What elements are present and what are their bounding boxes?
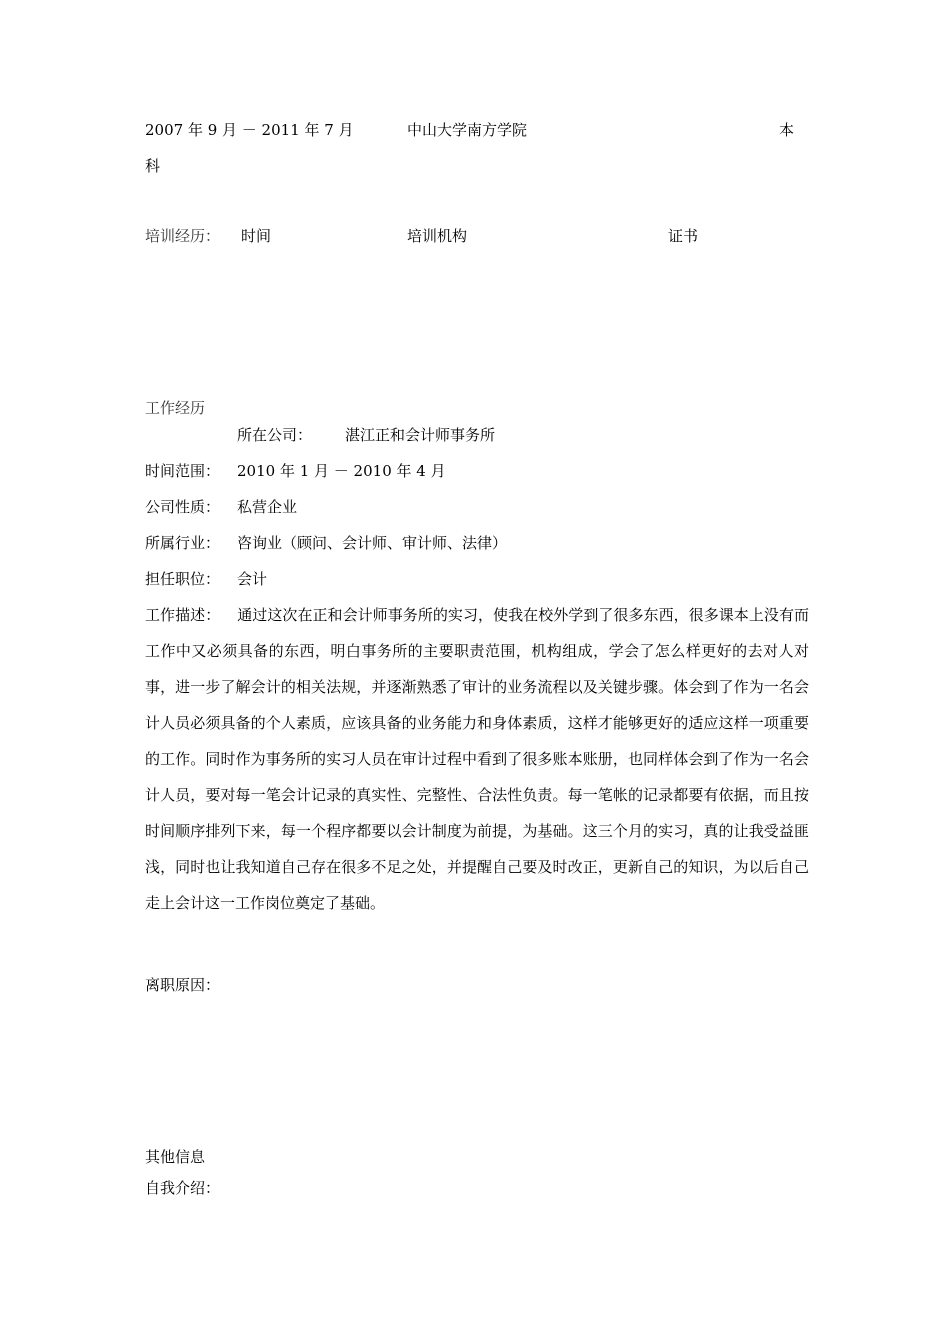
training-col-cert: 证书 [668, 227, 699, 245]
self-intro-label: 自我介绍： [145, 1179, 221, 1197]
industry-value: 咨询业（顾问、会计师、审计师、法律） [237, 534, 508, 552]
training-col-org: 培训机构 [407, 227, 468, 245]
nature-value: 私营企业 [237, 498, 298, 516]
other-section-title: 其他信息 [145, 1148, 206, 1166]
work-description [145, 597, 809, 921]
training-label: 培训经历： [145, 227, 221, 245]
work-section-title: 工作经历 [145, 399, 206, 417]
education-period: 2007 年 9 月 － 2011 年 7 月 [145, 121, 354, 139]
period-label: 时间范围： [145, 462, 221, 480]
training-col-time: 时间 [241, 227, 272, 245]
position-label: 担任职位： [145, 570, 221, 588]
company-value: 湛江正和会计师事务所 [345, 426, 496, 444]
nature-label: 公司性质： [145, 498, 221, 516]
education-school: 中山大学南方学院 [407, 121, 528, 139]
leave-reason-label: 离职原因： [145, 976, 221, 994]
position-value: 会计 [237, 570, 268, 588]
company-label: 所在公司： [237, 426, 313, 444]
education-degree-part2: 科 [145, 157, 161, 175]
education-degree-part1: 本 [779, 121, 795, 139]
description-label: 工作描述： [145, 606, 221, 624]
industry-label: 所属行业： [145, 534, 221, 552]
period-value: 2010 年 1 月 － 2010 年 4 月 [237, 462, 446, 480]
description-value: 通过这次在正和会计师事务所的实习，使我在校外学到了很多东西，很多课本上没有而工作中又必须具备的东西，明白事务所的主要职责范围，机构组成，学会了怎么样更好的去对人对事，进一步了解会计的相关法规，并逐渐熟悉了审计的业务流程以及关键步骤。体会到了作为一名会计人员必须具备的个人素质，应该具备的业务能力和身体素质，这样才能够更好的适应这样一项重要的工作。同时作为事务所的实习人员在审计过程中看到了很多账本账册，也同样体会到了作为一名会计人员，要对每一笔会计记录的真实性、完整性、合法性负责。每一笔帐的记录都要有依据，而且按时间顺序排列下来，每一个程序都要以会计制度为前提，为基础。这三个月的实习，真的让我受益匪浅，同时也让我知道自己存在很多不足之处，并提醒自己要及时改正，更新自己的知识，为以后自己走上会计这一工作岗位奠定了基础。 [145, 606, 809, 912]
